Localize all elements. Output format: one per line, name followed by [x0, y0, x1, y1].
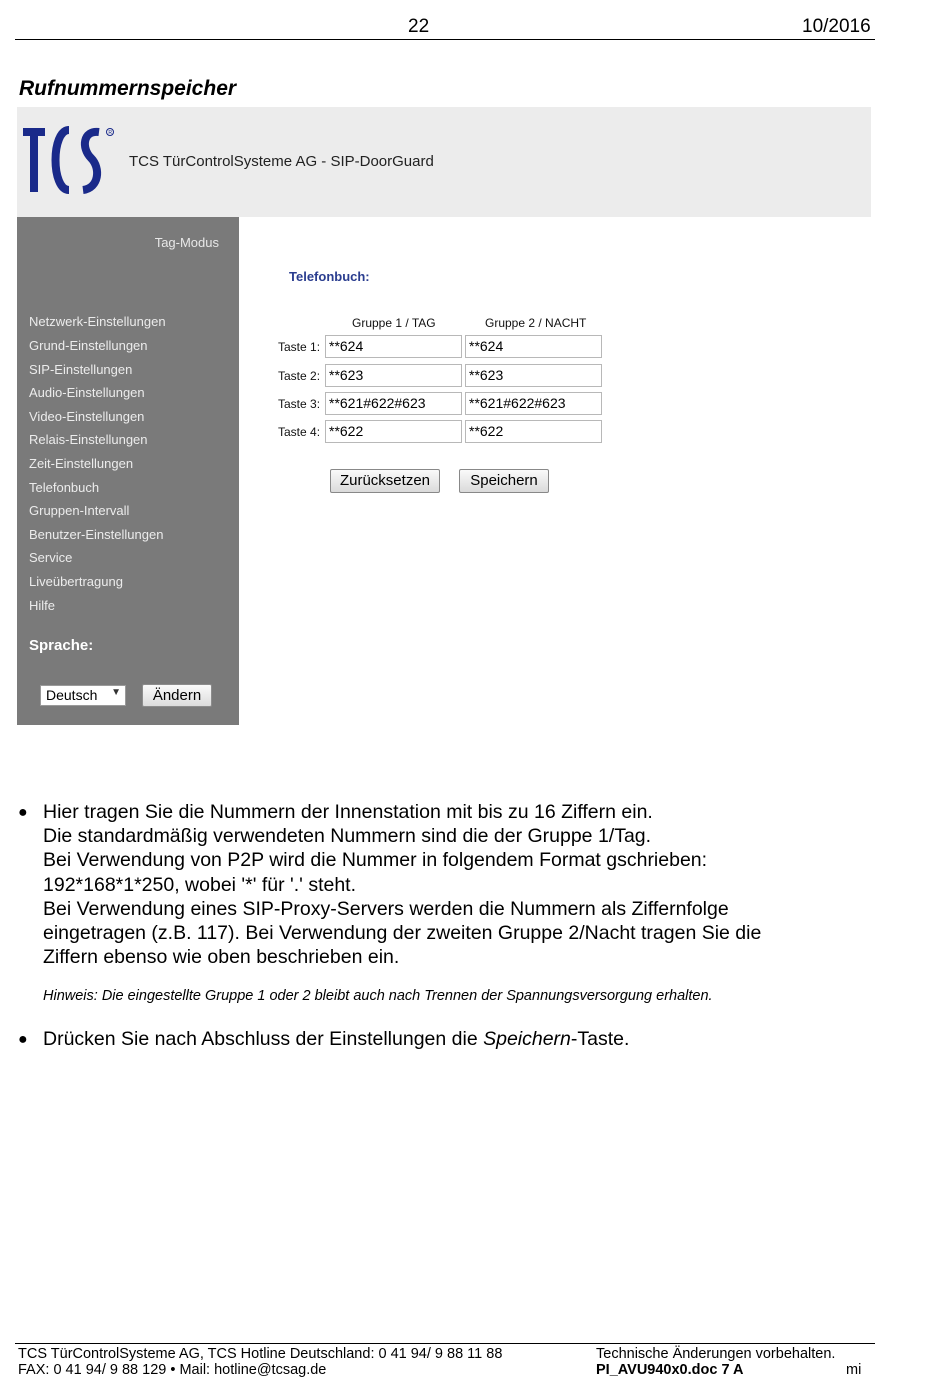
nav-gruppen-intervall[interactable]: Gruppen-Intervall [29, 503, 130, 518]
chevron-down-icon: ▼ [111, 687, 121, 698]
nav-audio-einstellungen[interactable]: Audio-Einstellungen [29, 385, 145, 400]
taste-2-group2-input[interactable]: **623 [465, 364, 602, 387]
row-label-taste-4: Taste 4: [278, 425, 321, 439]
tcs-logo [21, 124, 117, 196]
bullet-icon: ● [18, 804, 28, 821]
web-ui-screenshot [17, 107, 871, 725]
nav-grund-einstellungen[interactable]: Grund-Einstellungen [29, 338, 148, 353]
nav-zeit-einstellungen[interactable]: Zeit-Einstellungen [29, 456, 134, 471]
save-instruction [43, 1027, 873, 1051]
footer-hotline: TCS TürControlSysteme AG, TCS Hotline Deutschland: 0 41 94/ 9 88 11 88 [18, 1346, 503, 1362]
nav-telefonbuch[interactable]: Telefonbuch [29, 480, 100, 495]
taste-3-group1-input[interactable]: **621#622#623 [325, 392, 462, 415]
taste-4-group2-input[interactable]: **622 [465, 420, 602, 443]
mode-indicator: Tag-Modus [154, 235, 219, 250]
column-header-group1: Gruppe 1 / TAG [352, 316, 436, 330]
save-instruction-post: -Taste. [570, 1028, 630, 1050]
taste-4-group1-input[interactable]: **622 [325, 420, 462, 443]
footer-rule [15, 1343, 875, 1344]
save-button[interactable]: Speichern [459, 469, 549, 493]
page-number: 22 [408, 16, 430, 37]
instruction-line: Hier tragen Sie die Nummern der Innenstation mit bis zu 16 Ziffern ein. [43, 801, 653, 823]
header-rule [15, 39, 875, 40]
language-select-value: Deutsch [46, 687, 98, 703]
instruction-line: Die standardmäßig verwendeten Nummern sind die der Gruppe 1/Tag. [43, 825, 652, 848]
reset-button[interactable]: Zurücksetzen [330, 469, 440, 493]
language-select[interactable] [40, 685, 126, 706]
language-label: Sprache: [29, 637, 94, 654]
nav-benutzer-einstellungen[interactable]: Benutzer-Einstellungen [29, 527, 164, 542]
footer-disclaimer: Technische Änderungen vorbehalten. [596, 1346, 836, 1362]
instruction-line: eingetragen (z.B. 117). Bei Verwendung der zweiten Gruppe 2/Nacht tragen Sie die [43, 922, 762, 945]
taste-1-group1-input[interactable]: **624 [325, 335, 462, 358]
section-title: Rufnummernspeicher [19, 77, 237, 100]
nav-sip-einstellungen[interactable]: SIP-Einstellungen [29, 362, 133, 377]
footer-initials: mi [846, 1362, 862, 1378]
ui-title: TCS TürControlSysteme AG - SIP-DoorGuard [129, 153, 434, 170]
sidebar [17, 217, 239, 725]
taste-3-group2-input[interactable]: **621#622#623 [465, 392, 602, 415]
ui-header-bar [17, 107, 871, 217]
phonebook-title: Telefonbuch: [289, 269, 370, 284]
bullet-icon: ● [18, 1031, 28, 1048]
nav-hilfe[interactable]: Hilfe [29, 598, 56, 613]
row-label-taste-2: Taste 2: [278, 369, 321, 383]
instruction-line: 192*168*1*250, wobei '*' für '.' steht. [43, 873, 357, 896]
nav-service[interactable]: Service [29, 550, 73, 565]
change-language-button[interactable]: Ändern [142, 684, 212, 707]
instruction-line: Bei Verwendung von P2P wird die Nummer in folgendem Format gschrieben: [43, 849, 708, 872]
save-instruction-emphasis: Speichern [483, 1028, 571, 1050]
footer-contact: FAX: 0 41 94/ 9 88 129 • Mail: hotline@tcsag.de [18, 1362, 327, 1378]
column-header-group2: Gruppe 2 / NACHT [485, 316, 587, 330]
nav-liveuebertragung[interactable]: Liveübertragung [29, 574, 123, 589]
nav-relais-einstellungen[interactable]: Relais-Einstellungen [29, 432, 148, 447]
instruction-line: Bei Verwendung eines SIP-Proxy-Servers werden die Nummern als Ziffernfolge [43, 897, 729, 920]
svg-text:R: R [108, 129, 113, 136]
instruction-line: Ziffern ebenso wie oben beschrieben ein. [43, 946, 400, 969]
taste-1-group2-input[interactable]: **624 [465, 335, 602, 358]
nav-video-einstellungen[interactable]: Video-Einstellungen [29, 409, 145, 424]
row-label-taste-3: Taste 3: [278, 397, 321, 411]
save-instruction-pre: Drücken Sie nach Abschluss der Einstellungen die [43, 1028, 484, 1050]
nav-netzwerk-einstellungen[interactable]: Netzwerk-Einstellungen [29, 314, 166, 329]
footer-document-id: PI_AVU940x0.doc 7 A [596, 1362, 744, 1378]
instructions-paragraph [43, 800, 873, 969]
hint-note: Hinweis: Die eingestellte Gruppe 1 oder 2 bleibt auch nach Trennen der Spannungsversorgung erhalten. [43, 988, 713, 1004]
document-date: 10/2016 [802, 16, 871, 37]
row-label-taste-1: Taste 1: [278, 340, 321, 354]
taste-2-group1-input[interactable]: **623 [325, 364, 462, 387]
